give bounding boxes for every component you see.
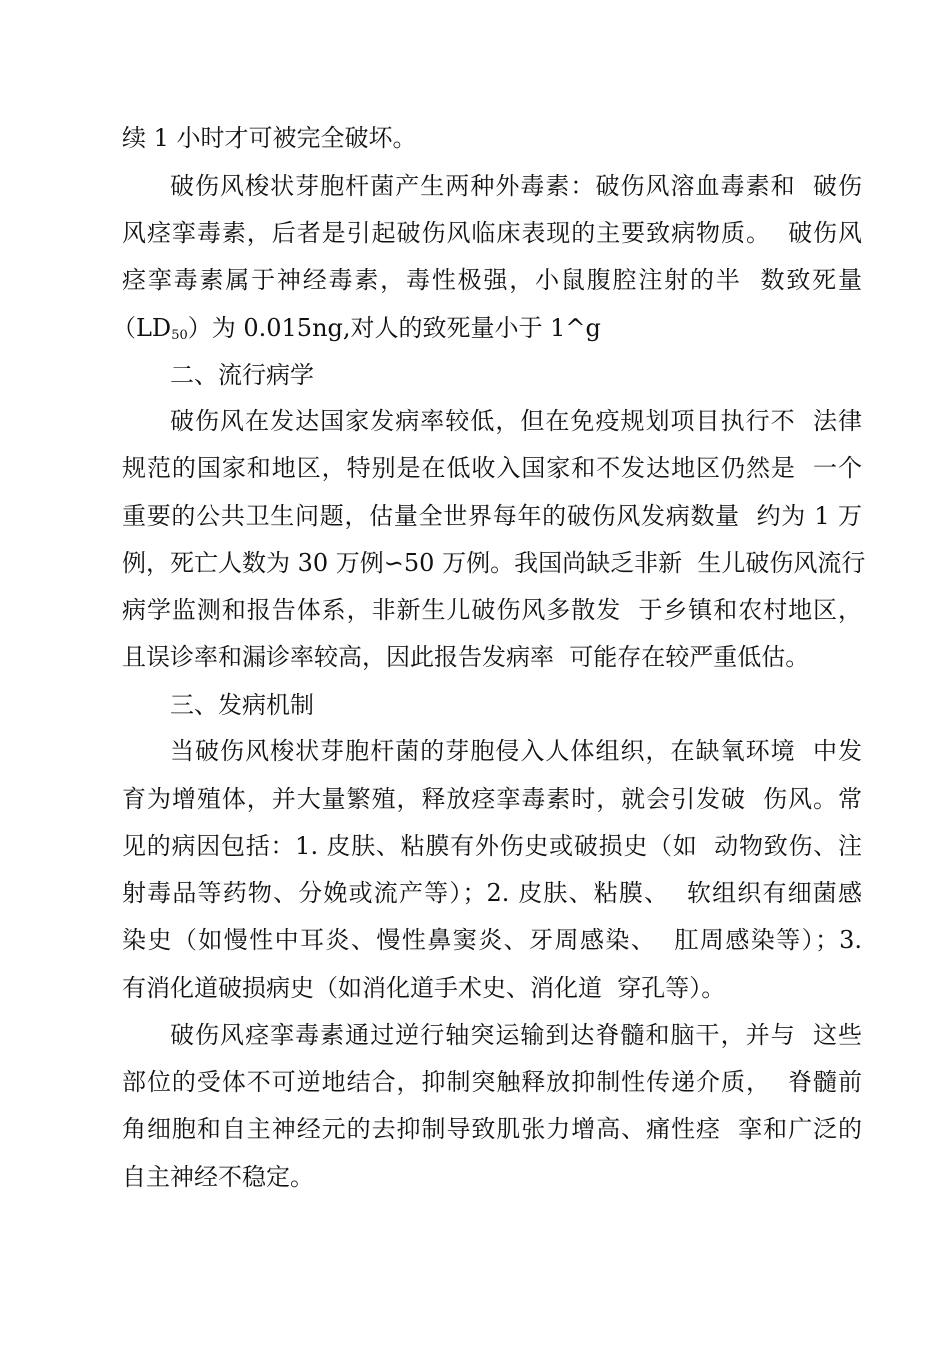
paragraph-line: 且误诊率和漏诊率较高，因此报告发病率 可能存在较严重低估。 xyxy=(122,643,810,671)
paragraph-line xyxy=(112,312,852,344)
ld-label: （LD xyxy=(112,314,172,342)
section-heading: 三、发病机制 xyxy=(170,691,314,719)
ld-subscript: 50 xyxy=(171,328,188,343)
paragraph-line: 续 1 小时才可被完全破坏。 xyxy=(122,124,417,152)
paragraph-line: 射毒品等药物、分娩或流产等）；2. 皮肤、粘膜、 软组织有细菌感 xyxy=(122,879,862,907)
paragraph-line: 破伤风在发达国家发病率较低，但在免疫规划项目执行不 法律 xyxy=(170,407,862,435)
paragraph-line: 角细胞和自主神经元的去抑制导致肌张力增高、痛性痉 挛和广泛的 xyxy=(122,1115,862,1143)
paragraph-line: 病学监测和报告体系，非新生儿破伤风多散发 于乡镇和农村地区， xyxy=(122,596,862,624)
paragraph-line: 例，死亡人数为 30 万例∽50 万例。我国尚缺乏非新 生儿破伤风流行 xyxy=(122,549,866,577)
section-heading: 二、流行病学 xyxy=(170,361,314,389)
paragraph-line: 染史（如慢性中耳炎、慢性鼻窦炎、牙周感染、 肛周感染等）；3. xyxy=(122,926,862,954)
paragraph-line: 自主神经不稳定。 xyxy=(122,1163,314,1191)
paragraph-line: 当破伤风梭状芽胞杆菌的芽胞侵入人体组织，在缺氧环境 中发 xyxy=(170,737,862,765)
paragraph-line: 破伤风梭状芽胞杆菌产生两种外毒素：破伤风溶血毒素和 破伤 xyxy=(170,172,862,200)
ld-rest: ）为 0.015ng,对人的致死量小于 1^g xyxy=(187,314,601,342)
paragraph-line: 规范的国家和地区，特别是在低收入国家和不发达地区仍然是 一个 xyxy=(122,454,862,482)
paragraph-line: 育为增殖体，并大量繁殖，释放痉挛毒素时，就会引发破 伤风。常 xyxy=(122,785,862,813)
paragraph-line: 风痉挛毒素，后者是引起破伤风临床表现的主要致病物质。 破伤风 xyxy=(122,219,862,247)
paragraph-line: 有消化道破损病史（如消化道手术史、消化道 穿孔等）。 xyxy=(122,974,726,1002)
paragraph-line: 部位的受体不可逆地结合，抑制突触释放抑制性传递介质， 脊髓前 xyxy=(122,1068,862,1096)
paragraph-line: 重要的公共卫生问题，估量全世界每年的破伤风发病数量 约为 1 万 xyxy=(122,502,862,530)
paragraph-line: 痉挛毒素属于神经毒素，毒性极强，小鼠腹腔注射的半 数致死量 xyxy=(122,266,862,294)
paragraph-line: 破伤风痉挛毒素通过逆行轴突运输到达脊髓和脑干，并与 这些 xyxy=(170,1021,862,1049)
paragraph-line: 见的病因包括：1. 皮肤、粘膜有外伤史或破损史（如 动物致伤、注 xyxy=(122,832,862,860)
